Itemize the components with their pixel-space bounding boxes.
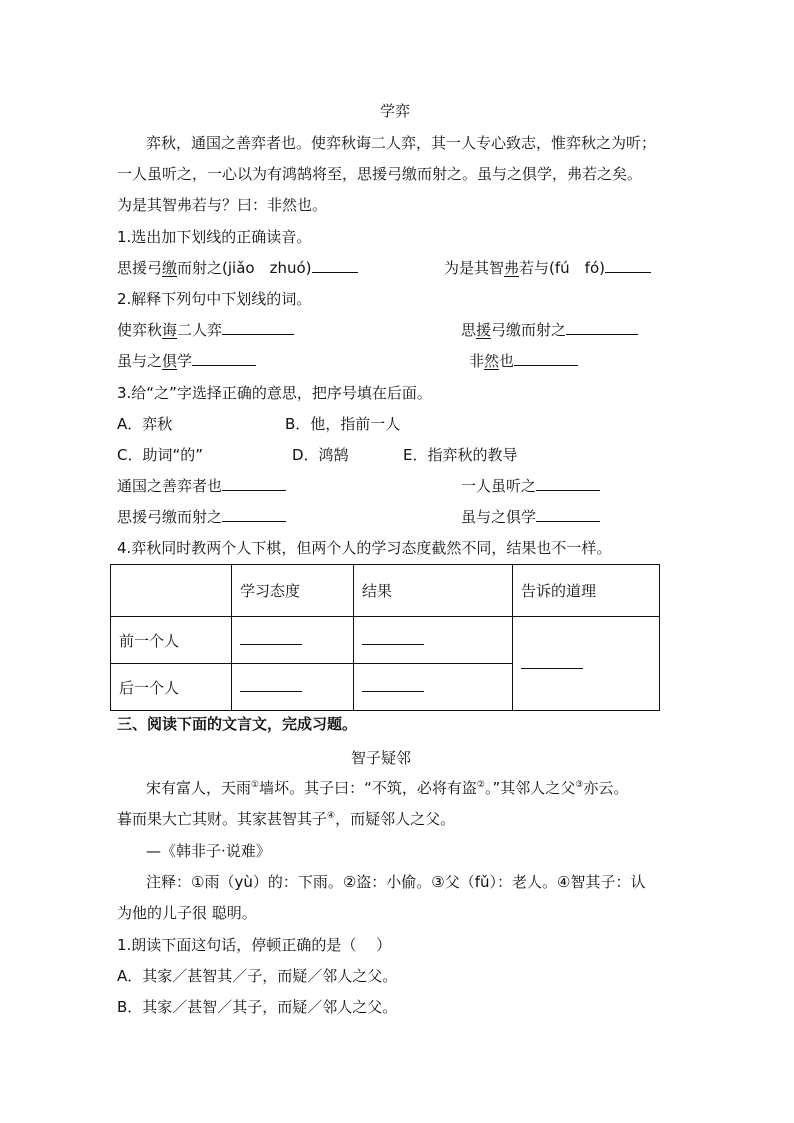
- notes-line-1: 注释：①雨（yù）的：下雨。②盗：小偷。③父（fǔ）：老人。④智其子：认: [146, 873, 646, 891]
- q3-option-d: D．鸿鹄: [292, 446, 349, 464]
- q3-sentence-2: 一人虽听之: [461, 476, 600, 496]
- passage-line-2: 一人虽听之，一心以为有鸿鹄将至，思援弓缴而射之。虽与之俱学，弗若之矣。: [117, 165, 643, 183]
- q3-sentence-3: 思援弓缴而射之: [117, 507, 286, 527]
- answer-blank[interactable]: [222, 507, 286, 522]
- q2-item-c: 虽与之俱学: [117, 351, 256, 371]
- answer-blank[interactable]: [192, 351, 256, 366]
- s3-q1-option-b: B．其家／甚智／其子，而疑／邻人之父。: [117, 998, 398, 1016]
- answer-blank[interactable]: [312, 258, 358, 273]
- passage2-line-1: 宋有富人，天雨①墙坏。其子曰：“不筑，必将有盗②。”其邻人之父③亦云。: [146, 779, 629, 797]
- table-row-label: 前一个人: [111, 617, 232, 664]
- s3-q1-option-a: A．其家／甚智其／子，而疑／邻人之父。: [117, 967, 398, 985]
- answer-blank[interactable]: [536, 476, 600, 491]
- answer-blank[interactable]: [222, 476, 286, 491]
- passage2-line-2: 暮而果大亡其财。其家甚智其子④，而疑邻人之父。: [117, 810, 456, 828]
- answer-cell-lesson[interactable]: [513, 617, 660, 711]
- table-row-label: 后一个人: [111, 664, 232, 711]
- q4-table: [110, 564, 660, 711]
- table-header-lesson: 告诉的道理: [513, 565, 660, 617]
- notes-line-2: 为他的儿子很 聪明。: [117, 904, 257, 922]
- passage-line-3: 为是其智弗若与？曰：非然也。: [117, 196, 328, 214]
- passage-title: 学弈: [380, 102, 411, 120]
- q4-stem: 4.弈秋同时教两个人下棋，但两个人的学习态度截然不同，结果也不一样。: [117, 539, 612, 557]
- q2-stem: 2.解释下列句中下划线的词。: [117, 290, 312, 308]
- q3-option-a: A．弈秋: [117, 415, 173, 433]
- q1-item-b: 为是其智弗若与(fú fó): [444, 258, 651, 278]
- q2-item-d: 非然也: [469, 351, 578, 371]
- answer-blank[interactable]: [566, 320, 638, 335]
- q2-item-a: 使弈秋诲二人弈: [117, 320, 294, 340]
- answer-blank[interactable]: [514, 351, 578, 366]
- table-header-attitude: 学习态度: [232, 565, 354, 617]
- table-header-empty: [111, 565, 232, 617]
- q1-stem: 1.选出加下划线的正确读音。: [117, 228, 312, 246]
- table-header-result: 结果: [354, 565, 513, 617]
- answer-cell[interactable]: [232, 617, 354, 664]
- q3-option-e: E．指弈秋的教导: [403, 446, 518, 464]
- answer-cell[interactable]: [232, 664, 354, 711]
- q3-sentence-4: 虽与之俱学: [461, 507, 600, 527]
- passage-line-1: 弈秋，通国之善弈者也。使弈秋诲二人弈，其一人专心致志，惟弈秋之为听；: [146, 134, 657, 152]
- answer-cell[interactable]: [354, 617, 513, 664]
- q3-stem: 3.给“之”字选择正确的意思，把序号填在后面。: [117, 384, 432, 402]
- answer-cell[interactable]: [354, 664, 513, 711]
- q3-option-b: B．他，指前一人: [285, 415, 401, 433]
- answer-blank[interactable]: [222, 320, 294, 335]
- q3-sentence-1: 通国之善弈者也: [117, 476, 286, 496]
- answer-blank[interactable]: [605, 258, 651, 273]
- answer-blank[interactable]: [536, 507, 600, 522]
- passage2-source: —《韩非子·说难》: [146, 842, 271, 860]
- section-heading: 三、阅读下面的文言文，完成习题。: [117, 715, 358, 733]
- q2-item-b: 思援弓缴而射之: [461, 320, 638, 340]
- q3-option-c: C．助词“的”: [117, 446, 204, 464]
- passage2-title: 智子疑邻: [351, 749, 412, 767]
- s3-q1-stem: 1.朗读下面这句话，停顿正确的是（ ）: [117, 936, 392, 954]
- q1-item-a: 思援弓缴而射之(jiǎo zhuó): [117, 258, 358, 278]
